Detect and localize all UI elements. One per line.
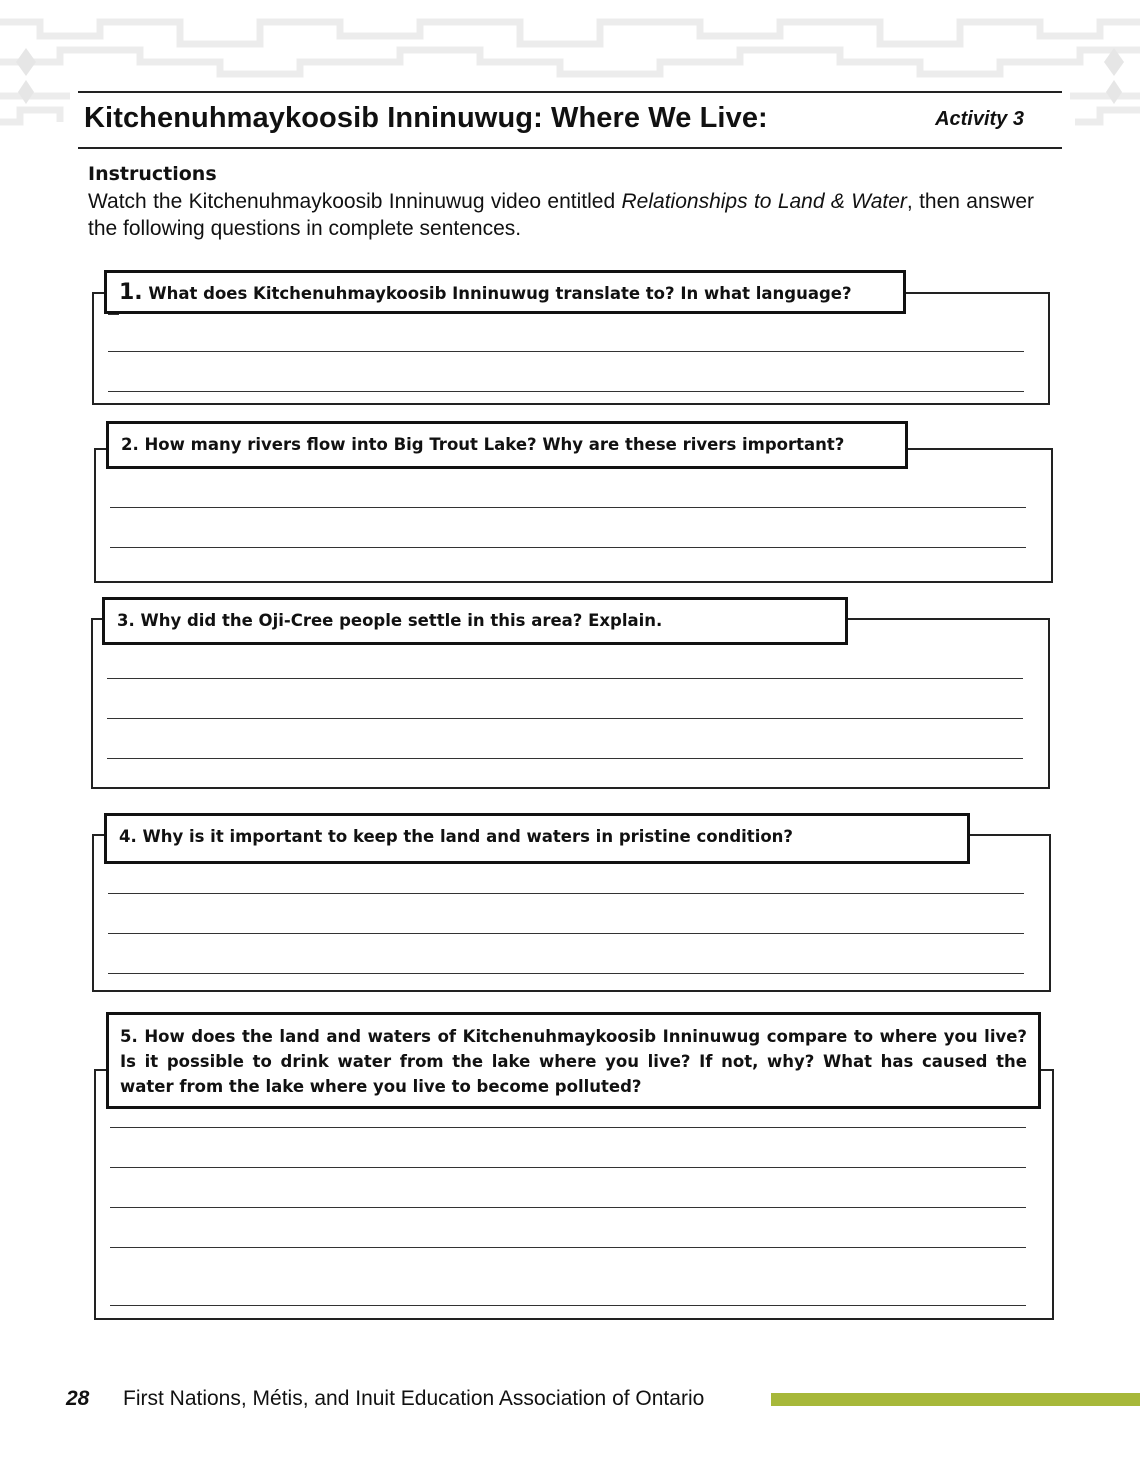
question-text: Why is it important to keep the land and waters in pristine condition? <box>142 827 794 846</box>
answer-line[interactable] <box>110 507 1026 508</box>
question-text: Why did the Oji-Cree people settle in this area? Explain. <box>140 611 663 630</box>
answer-line[interactable] <box>108 893 1024 894</box>
question-2-box <box>106 421 908 469</box>
question-4-box <box>104 813 970 864</box>
answer-tick <box>108 314 119 315</box>
answer-line[interactable] <box>108 391 1024 392</box>
answer-line[interactable] <box>110 1127 1026 1128</box>
question-number: 1. <box>119 280 143 305</box>
question-1-box <box>104 270 906 314</box>
answer-line[interactable] <box>107 758 1023 759</box>
question-number: 2. <box>121 435 139 454</box>
question-text: What does Kitchenuhmaykoosib Inninuwug translate to? In what language? <box>148 284 852 303</box>
answer-line[interactable] <box>108 351 1024 352</box>
footer-organization: First Nations, Métis, and Inuit Education Association of Ontario <box>123 1387 705 1410</box>
page-title: Kitchenuhmaykoosib Inninuwug: Where We Live: <box>84 102 768 134</box>
header-bar <box>78 91 1062 149</box>
answer-line[interactable] <box>110 1305 1026 1306</box>
page-number: 28 <box>66 1387 90 1410</box>
answer-line[interactable] <box>110 547 1026 548</box>
answer-line[interactable] <box>110 1167 1026 1168</box>
footer-accent-bar <box>771 1393 1140 1406</box>
answer-line[interactable] <box>107 678 1023 679</box>
instructions-text: Watch the Kitchenuhmaykoosib Inninuwug video entitled Relationships to Land & Water, then answer the following questions in complete sentences. <box>88 190 1035 240</box>
question-text: How many rivers flow into Big Trout Lake? Why are these rivers important? <box>144 435 845 454</box>
question-text: How does the land and waters of Kitchenuhmaykoosib Inninuwug compare to where you live? Is it possible to drink water from the lake where you live? If not, why? What has caused the water from the lake where you live to become polluted? <box>120 1027 1027 1096</box>
answer-line[interactable] <box>108 933 1024 934</box>
instructions-heading: Instructions <box>88 163 217 185</box>
question-number: 3. <box>117 611 135 630</box>
question-5-box <box>106 1012 1041 1109</box>
activity-label: Activity 3 <box>935 108 1024 130</box>
answer-line[interactable] <box>107 718 1023 719</box>
question-number: 5. <box>120 1027 138 1046</box>
answer-line[interactable] <box>110 1207 1026 1208</box>
video-title: Relationships to Land & Water <box>621 190 907 213</box>
question-number: 4. <box>119 827 137 846</box>
answer-line[interactable] <box>108 973 1024 974</box>
answer-line[interactable] <box>110 1247 1026 1248</box>
question-3-box <box>102 597 848 645</box>
